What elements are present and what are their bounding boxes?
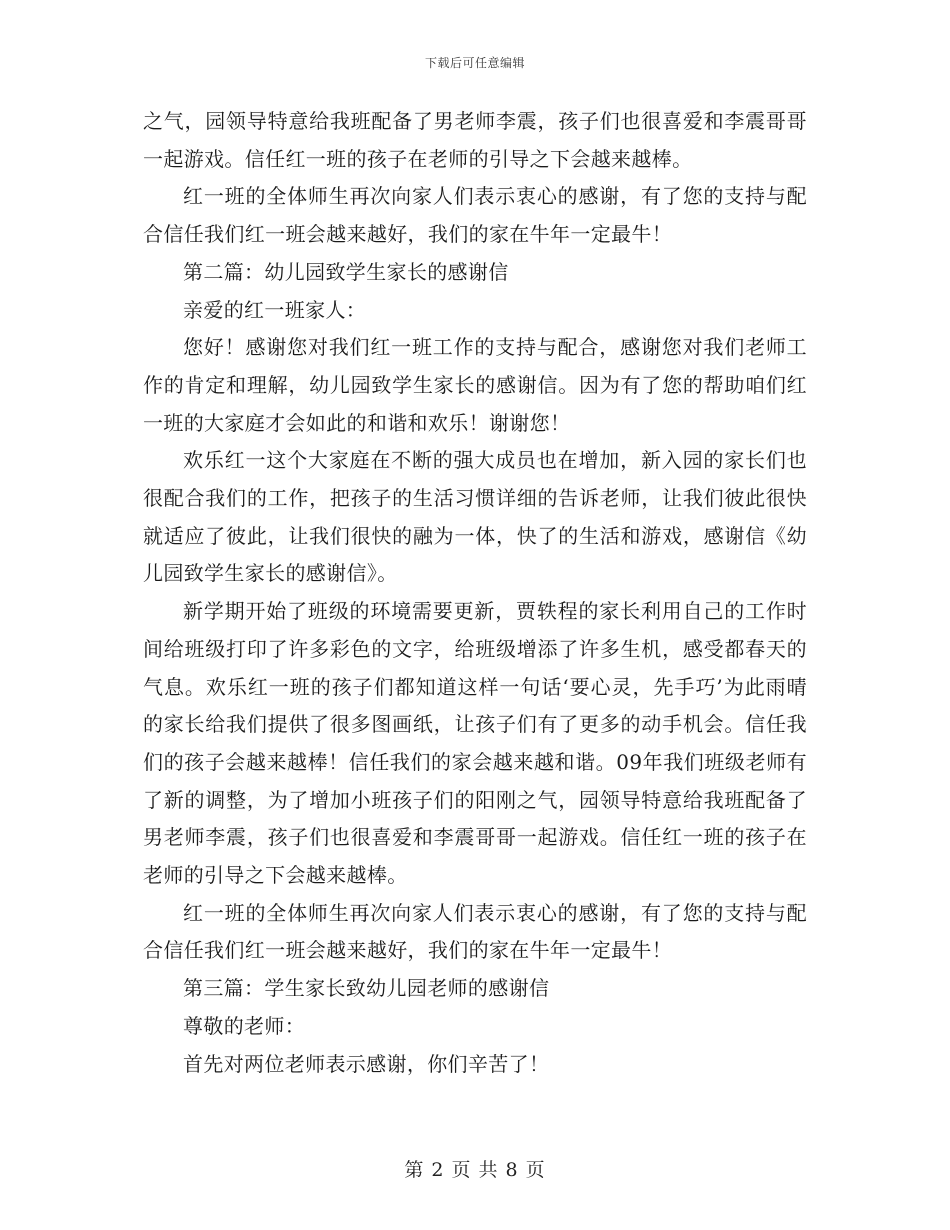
document-body	[143, 103, 807, 1083]
section-heading: 第二篇：幼儿园致学生家长的感谢信	[183, 259, 509, 284]
page-number: 第 2 页 共 8 页	[404, 1159, 546, 1181]
paragraph: 欢乐红一这个大家庭在不断的强大成员也在增加，新入园的家长们也很配合我们的工作，把孩子的生活习惯详细的告诉老师，让我们彼此很快就适应了彼此，让我们很快的融为一体，快了的生活和游戏，感谢信《幼儿园致学生家长的感谢信》。	[143, 448, 807, 586]
salutation: 尊敬的老师：	[183, 1013, 306, 1038]
section-heading: 第三篇：学生家长致幼儿园老师的感谢信	[183, 976, 550, 1001]
page-header: 下载后可任意编辑	[424, 56, 525, 70]
paragraph: 您好！感谢您对我们红一班工作的支持与配合，感谢您对我们老师工作的肯定和理解，幼儿园致学生家长的感谢信。因为有了您的帮助咱们红一班的大家庭才会如此的和谐和欢乐！谢谢您！	[143, 335, 807, 435]
paragraph: 之气，园领导特意给我班配备了男老师李震，孩子们也很喜爱和李震哥哥一起游戏。信任红一班的孩子在老师的引导之下会越来越棒。	[143, 109, 807, 171]
paragraph: 红一班的全体师生再次向家人们表示衷心的感谢，有了您的支持与配合信任我们红一班会越来越好，我们的家在牛年一定最牛！	[143, 184, 807, 247]
salutation: 亲爱的红一班家人：	[183, 297, 367, 322]
paragraph: 首先对两位老师表示感谢，你们辛苦了！	[183, 1051, 550, 1076]
paragraph: 红一班的全体师生再次向家人们表示衷心的感谢，有了您的支持与配合信任我们红一班会越来越好，我们的家在牛年一定最牛！	[143, 900, 807, 963]
paragraph: 新学期开始了班级的环境需要更新，贾轶程的家长利用自己的工作时间给班级打印了许多彩色的文字，给班级增添了许多生机，感受都春天的气息。欢乐红一班的孩子们都知道这样一句话‘要心灵，先手巧’为此雨晴的家长给我们提供了很多图画纸，让孩子们有了更多的动手机会。信任我们的孩子会越来越棒！信任我们的家会越来越和谐。09年我们班级老师有了新的调整，为了增加小班孩子们的阳刚之气，园领导特意给我班配备了男老师李震，孩子们也很喜爱和李震哥哥一起游戏。信任红一班的孩子在老师的引导之下会越来越棒。	[143, 599, 807, 888]
